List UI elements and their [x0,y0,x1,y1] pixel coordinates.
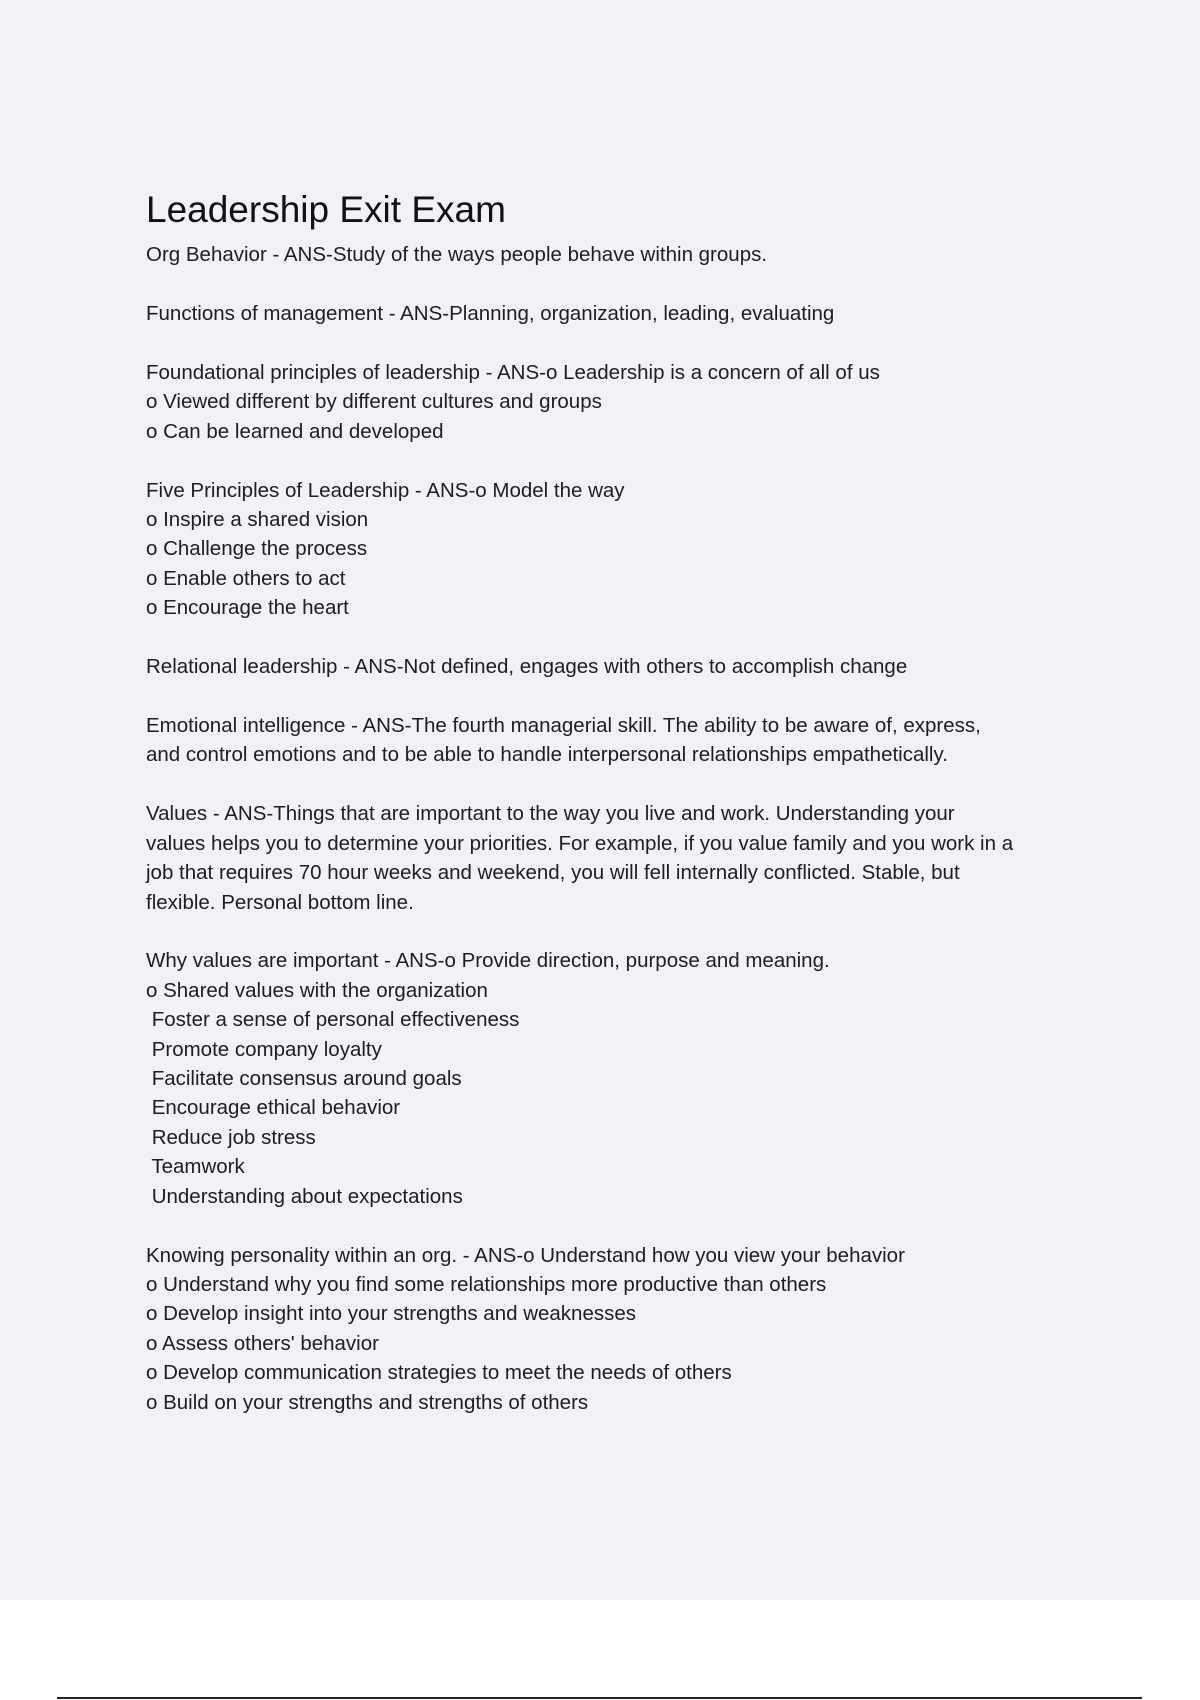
page-title: Leadership Exit Exam [146,189,506,230]
entry-line: o Challenge the process [146,537,368,561]
entry-line: o Enable others to act [146,566,346,590]
entry-line: flexible. Personal bottom line. [146,890,414,914]
entry-line: o Can be learned and developed [146,419,444,443]
entry-line: Relational leadership - ANS-Not defined, engages with others to accomplish change [146,655,908,679]
entry-line: Foundational principles of leadership - ANS-o Leadership is a concern of all of us [146,360,880,384]
entry-line: Knowing personality within an org. - ANS-o Understand how you view your behavior [146,1243,905,1267]
entry-line: Understanding about expectations [146,1184,463,1208]
entry-line: Encourage ethical behavior [146,1096,401,1120]
entry-functions-of-management [146,299,1096,328]
document-content [146,186,1096,1447]
entry-line: o Shared values with the organization [146,978,488,1002]
entry-line: o Build on your strengths and strengths of others [146,1390,589,1414]
entry-why-values-important [146,946,1096,1211]
entry-line: job that requires 70 hour weeks and weekend, you will fell internally conflicted. Stable, but [146,861,960,885]
entry-relational-leadership [146,652,1096,681]
entry-line: o Understand why you find some relationships more productive than others [146,1272,827,1296]
entry-line: o Develop insight into your strengths and weaknesses [146,1302,637,1326]
footer-divider [57,1697,1142,1699]
entry-line: Foster a sense of personal effectiveness [146,1008,520,1032]
entry-knowing-personality [146,1241,1096,1417]
entry-line: and control emotions and to be able to handle interpersonal relationships empathetically. [146,743,948,767]
entry-line: Promote company loyalty [146,1037,382,1061]
entry-line: Five Principles of Leadership - ANS-o Model the way [146,478,625,502]
entry-line: Values - ANS-Things that are important to the way you live and work. Understanding your [146,802,955,826]
entry-line: Why values are important - ANS-o Provide direction, purpose and meaning. [146,949,830,973]
entry-line: o Develop communication strategies to meet the needs of others [146,1361,732,1385]
entry-line: Reduce job stress [146,1125,316,1149]
entry-line: Functions of management - ANS-Planning, organization, leading, evaluating [146,301,835,325]
entry-line: o Viewed different by different cultures and groups [146,390,602,414]
entry-line: o Inspire a shared vision [146,507,369,531]
entry-foundational-principles [146,358,1096,446]
entry-five-principles [146,476,1096,623]
entry-line: o Assess others' behavior [146,1331,379,1355]
entry-line: Org Behavior - ANS-Study of the ways people behave within groups. [146,243,768,266]
entry-line: Emotional intelligence - ANS-The fourth managerial skill. The ability to be aware of, express, [146,713,981,737]
entry-line: Facilitate consensus around goals [146,1067,462,1091]
entry-line: o Encourage the heart [146,596,349,620]
entry-org-behavior [146,240,1096,269]
entry-line: values helps you to determine your priorities. For example, if you value family and you work in a [146,831,1014,855]
entry-values [146,799,1096,917]
entry-line: Teamwork [146,1155,245,1179]
entry-emotional-intelligence [146,711,1096,770]
